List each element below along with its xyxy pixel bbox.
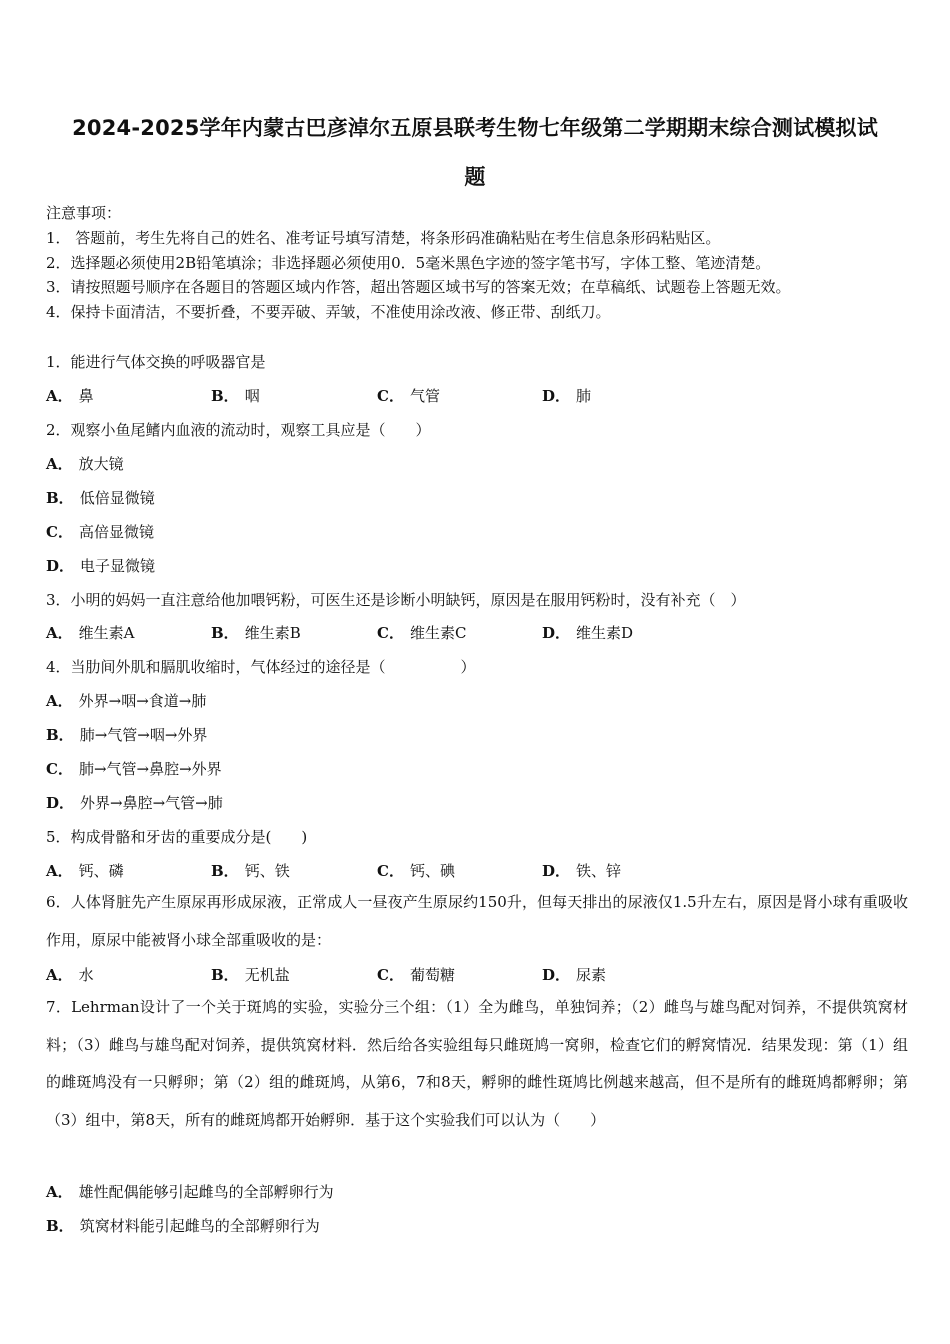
- option-label: B．: [211, 862, 239, 880]
- option-c: [46, 758, 222, 779]
- option-text: 维生素A: [78, 624, 135, 642]
- option-text: 气管: [409, 387, 440, 405]
- option-label: C．: [46, 760, 73, 778]
- option-label: B．: [211, 387, 239, 405]
- option-label: A．: [46, 624, 73, 642]
- option-text: 外界→鼻腔→气管→肺: [80, 794, 223, 812]
- option-label: A．: [46, 1183, 73, 1201]
- option-text: 肺: [576, 387, 592, 405]
- option-text: 水: [78, 966, 94, 984]
- option-label: C．: [377, 387, 404, 405]
- option-b: [46, 487, 155, 508]
- option-text: 尿素: [576, 966, 607, 984]
- option-label: B．: [46, 1217, 74, 1235]
- question-7-stem: 7．Lehrman设计了一个关于斑鸠的实验，实验分三个组：（1）全为雌鸟，单独饲养；（2）雌鸟与雄鸟配对饲养，不提供筑窝材料；（3）雌鸟与雄鸟配对饲养，提供筑窝材料．然后给各实验组每只雌斑鸠一窝卵，检查它们的孵窝情况．结果发现：第（1）组的雌斑鸠没有一只孵卵；第（2）组的雌斑鸠，从第6，7和8天，孵卵的雌性斑鸠比例越来越高，但不是所有的雌斑鸠都孵卵；第（3）组中，第8天，所有的雌斑鸠都开始孵卵．基于这个实验我们可以认为（ ）: [46, 998, 908, 1129]
- option-label: D．: [542, 966, 571, 984]
- option-label: D．: [46, 557, 75, 575]
- option-d: [542, 860, 621, 881]
- option-d: [542, 622, 633, 643]
- question-3-stem: 3．小明的妈妈一直注意给他加喂钙粉，可医生还是诊断小明缺钙，原因是在服用钙粉时，没有补充（ ）: [46, 591, 746, 609]
- option-label: A．: [46, 692, 73, 710]
- option-text: 铁、锌: [576, 862, 622, 880]
- option-label: A．: [46, 966, 73, 984]
- option-b: [211, 622, 301, 643]
- notice-item: 4．保持卡面清洁，不要折叠，不要弄破、弄皱，不准使用涂改液、修正带、刮纸刀。: [46, 303, 611, 321]
- notice-item: 2．选择题必须使用2B铅笔填涂；非选择题必须使用0．5毫米黑色字迹的签字笔书写，字体工整、笔迹清楚。: [46, 254, 771, 272]
- option-label: B．: [46, 726, 74, 744]
- exam-title-line1: 2024-2025学年内蒙古巴彦淖尔五原县联考生物七年级第二学期期末综合测试模拟试: [72, 116, 878, 140]
- option-text: 咽: [244, 387, 260, 405]
- notice-item: 3．请按照题号顺序在各题目的答题区域内作答，超出答题区域书写的答案无效；在草稿纸、试题卷上答题无效。: [46, 278, 791, 296]
- option-a: [46, 690, 206, 711]
- option-b: [211, 385, 260, 406]
- option-label: C．: [377, 966, 404, 984]
- option-label: A．: [46, 455, 73, 473]
- option-a: [46, 860, 124, 881]
- option-d: [46, 555, 155, 576]
- option-label: A．: [46, 387, 73, 405]
- question-6-stem: 6．人体肾脏先产生原尿再形成尿液，正常成人一昼夜产生原尿约150升，但每天排出的尿液仅1.5升左右，原因是肾小球有重吸收作用，原尿中能被肾小球全部重吸收的是：: [46, 893, 908, 949]
- option-d: [542, 385, 591, 406]
- option-text: 高倍显微镜: [78, 523, 154, 541]
- option-label: C．: [46, 523, 73, 541]
- option-text: 外界→咽→食道→肺: [78, 692, 207, 710]
- option-label: B．: [211, 624, 239, 642]
- option-b: [46, 724, 207, 745]
- option-text: 钙、碘: [409, 862, 455, 880]
- option-label: D．: [542, 387, 571, 405]
- option-text: 维生素C: [409, 624, 467, 642]
- option-a: [46, 964, 94, 985]
- option-a: [46, 385, 94, 406]
- option-a: [46, 1181, 334, 1202]
- option-text: 电子显微镜: [80, 557, 156, 575]
- option-text: 筑窝材料能引起雌鸟的全部孵卵行为: [79, 1217, 320, 1235]
- option-label: B．: [46, 489, 74, 507]
- option-label: C．: [377, 862, 404, 880]
- option-label: B．: [211, 966, 239, 984]
- option-c: [377, 964, 455, 985]
- option-c: [377, 385, 440, 406]
- exam-title-line2: 题: [464, 165, 486, 189]
- option-c: [46, 521, 154, 542]
- option-label: D．: [542, 862, 571, 880]
- option-text: 鼻: [78, 387, 94, 405]
- option-text: 钙、磷: [78, 862, 124, 880]
- option-c: [377, 860, 455, 881]
- notice-heading: 注意事项：: [46, 204, 122, 222]
- option-b: [211, 964, 290, 985]
- option-d: [542, 964, 606, 985]
- option-text: 葡萄糖: [409, 966, 455, 984]
- option-label: A．: [46, 862, 73, 880]
- question-1-stem: 1．能进行气体交换的呼吸器官是: [46, 353, 266, 371]
- option-c: [377, 622, 466, 643]
- question-4-stem: 4．当肋间外肌和膈肌收缩时，气体经过的途径是（ ）: [46, 658, 476, 676]
- option-text: 无机盐: [244, 966, 290, 984]
- notice-item: 1． 答题前，考生先将自己的姓名、准考证号填写清楚，将条形码准确粘贴在考生信息条形码粘贴区。: [46, 229, 721, 247]
- question-2-stem: 2．观察小鱼尾鳍内血液的流动时，观察工具应是（ ）: [46, 421, 431, 439]
- option-b: [46, 1215, 320, 1236]
- option-text: 雄性配偶能够引起雌鸟的全部孵卵行为: [78, 1183, 334, 1201]
- option-d: [46, 792, 223, 813]
- option-text: 放大镜: [78, 455, 124, 473]
- option-label: D．: [542, 624, 571, 642]
- option-text: 低倍显微镜: [79, 489, 155, 507]
- option-label: D．: [46, 794, 75, 812]
- option-a: [46, 453, 124, 474]
- option-text: 肺→气管→鼻腔→外界: [78, 760, 222, 778]
- option-text: 维生素D: [576, 624, 634, 642]
- option-text: 维生素B: [244, 624, 301, 642]
- option-a: [46, 622, 134, 643]
- option-text: 肺→气管→咽→外界: [79, 726, 208, 744]
- option-b: [211, 860, 290, 881]
- question-5-stem: 5．构成骨骼和牙齿的重要成分是( ): [46, 828, 308, 846]
- option-text: 钙、铁: [244, 862, 290, 880]
- option-label: C．: [377, 624, 404, 642]
